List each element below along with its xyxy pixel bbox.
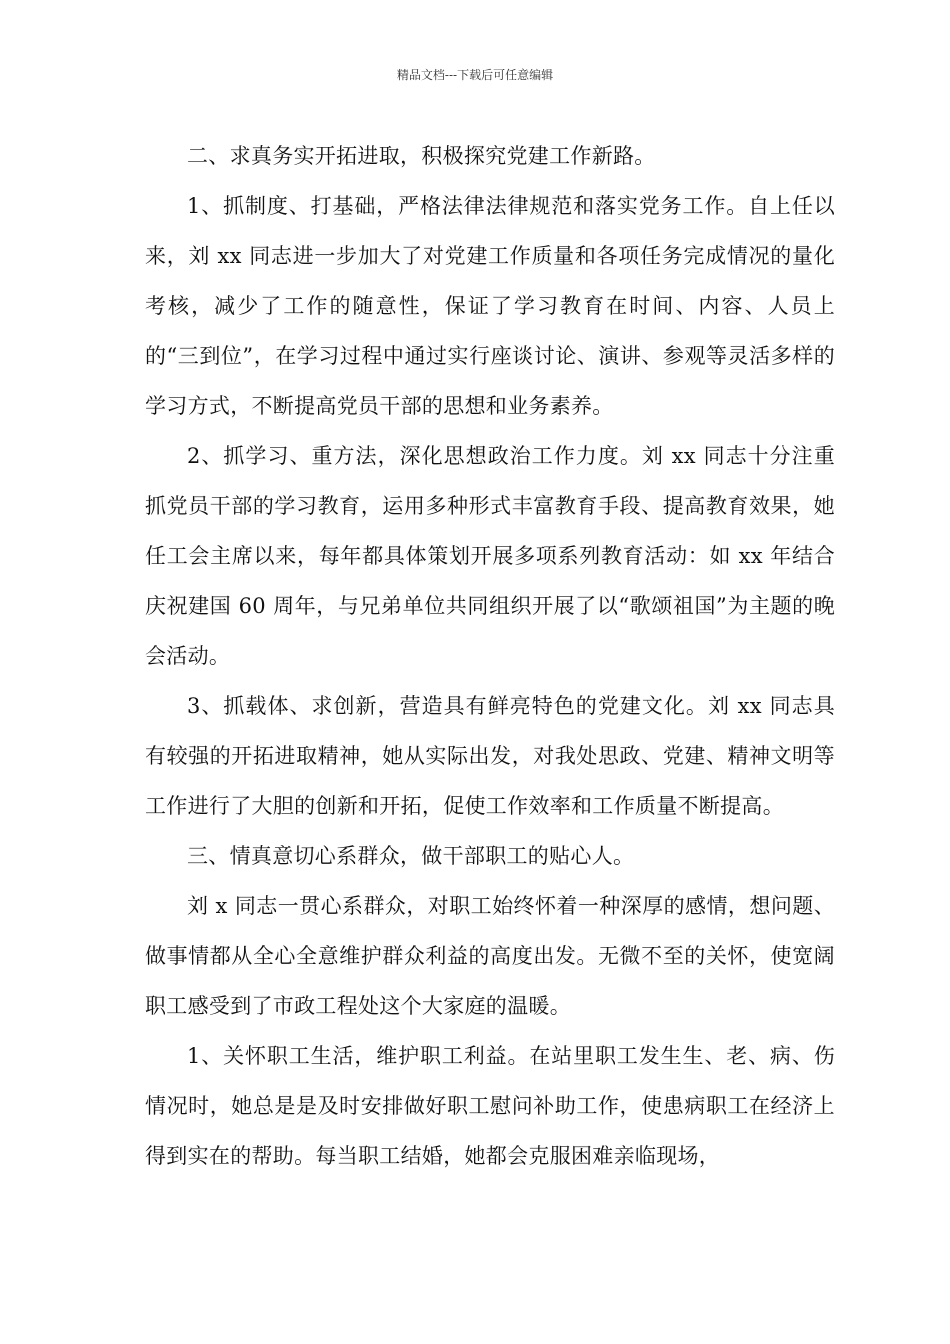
page-header: 精品文档---下载后可任意编辑 [396, 68, 554, 82]
section-heading-3: 三、情真意切心系群众，做干部职工的贴心人。 [187, 844, 635, 868]
paragraph-intro: 刘 x 同志一贯心系群众，对职工始终怀着一种深厚的感情，想问题、做事情都从全心全意维护群众利益的高度出发。无微不至的关怀，使宽阔职工感受到了市政工程处这个大家庭的温暖。 [145, 894, 835, 1018]
paragraph-care-1: 1、关怀职工生活，维护职工利益。在站里职工发生生、老、病、伤情况时，她总是是及时安排做好职工慰问补助工作，使患病职工在经济上得到实在的帮助。每当职工结婚，她都会克服困难亲临现场， [145, 1044, 835, 1168]
paragraph-1: 1、抓制度、打基础，严格法律法律规范和落实党务工作。自上任以来，刘 xx 同志进一步加大了对党建工作质量和各项任务完成情况的量化考核，减少了工作的随意性，保证了学习教育在时间、内容、人员上的“三到位”，在学习过程中通过实行座谈讨论、演讲、参观等灵活多样的学习方式，不断提高党员干部的思想和业务素养。 [145, 194, 835, 418]
document-body [145, 131, 835, 1181]
paragraph-2: 2、抓学习、重方法，深化思想政治工作力度。刘 xx 同志十分注重抓党员干部的学习教育，运用多种形式丰富教育手段、提高教育效果，她任工会主席以来，每年都具体策划开展多项系列教育活动：如 xx 年结合庆祝建国 60 周年，与兄弟单位共同组织开展了以“歌颂祖国”为主题的晚会活动。 [145, 444, 835, 668]
section-heading-2: 二、求真务实开拓进取，积极探究党建工作新路。 [187, 144, 656, 168]
paragraph-3: 3、抓载体、求创新，营造具有鲜亮特色的党建文化。刘 xx 同志具有较强的开拓进取精神，她从实际出发，对我处思政、党建、精神文明等工作进行了大胆的创新和开拓，促使工作效率和工作质量不断提高。 [145, 694, 835, 818]
